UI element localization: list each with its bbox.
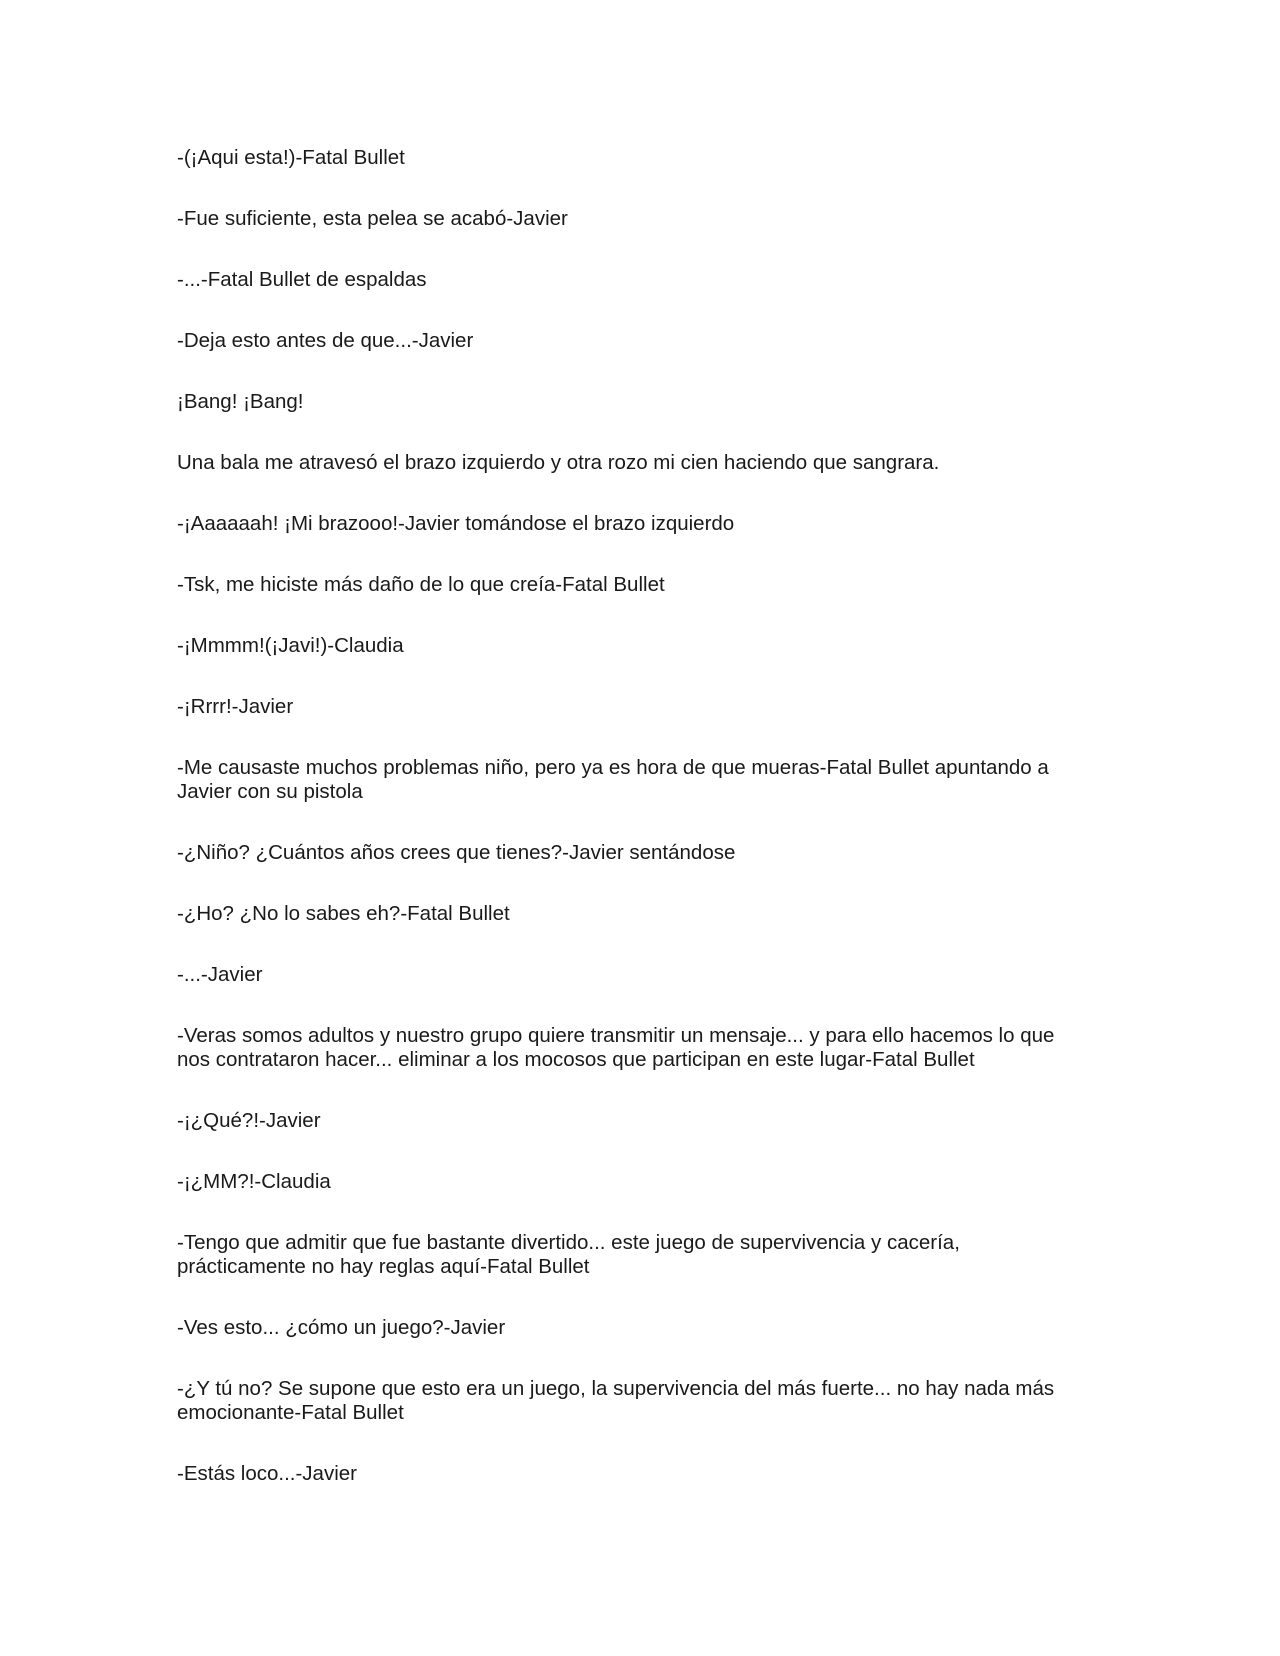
paragraph: -Tsk, me hiciste más daño de lo que creía-Fatal Bullet	[177, 573, 665, 596]
paragraph: -¡¿Qué?!-Javier	[177, 1109, 321, 1132]
paragraph: -Veras somos adultos y nuestro grupo quiere transmitir un mensaje... y para ello hacemos lo que nos contrataron hacer... eliminar a los mocosos que participan en este lugar-Fatal Bullet	[177, 1024, 1055, 1071]
document-body	[177, 146, 1092, 1523]
paragraph: -Estás loco...-Javier	[177, 1462, 357, 1485]
paragraph: -¡Rrrr!-Javier	[177, 695, 294, 718]
paragraph: -Tengo que admitir que fue bastante divertido... este juego de supervivencia y cacería, prácticamente no hay reglas aquí-Fatal Bullet	[177, 1231, 960, 1278]
paragraph: -Fue suficiente, esta pelea se acabó-Javier	[177, 207, 568, 230]
paragraph: ¡Bang! ¡Bang!	[177, 390, 304, 413]
paragraph: -¡¿MM?!-Claudia	[177, 1170, 331, 1193]
paragraph: -(¡Aqui esta!)-Fatal Bullet	[177, 146, 405, 169]
paragraph: -Me causaste muchos problemas niño, pero ya es hora de que mueras-Fatal Bullet apuntando a Javier con su pistola	[177, 756, 1049, 803]
paragraph: -...-Javier	[177, 963, 263, 986]
paragraph: -Ves esto... ¿cómo un juego?-Javier	[177, 1316, 506, 1339]
paragraph: -...-Fatal Bullet de espaldas	[177, 268, 427, 291]
paragraph: -¿Niño? ¿Cuántos años crees que tienes?-Javier sentándose	[177, 841, 736, 864]
paragraph: -Deja esto antes de que...-Javier	[177, 329, 474, 352]
paragraph: -¡Mmmm!(¡Javi!)-Claudia	[177, 634, 404, 657]
paragraph: -¿Y tú no? Se supone que esto era un juego, la supervivencia del más fuerte... no hay nada más emocionante-Fatal Bullet	[177, 1377, 1055, 1424]
paragraph: -¡Aaaaaah! ¡Mi brazooo!-Javier tomándose el brazo izquierdo	[177, 512, 735, 535]
paragraph: -¿Ho? ¿No lo sabes eh?-Fatal Bullet	[177, 902, 510, 925]
paragraph: Una bala me atravesó el brazo izquierdo y otra rozo mi cien haciendo que sangrara.	[177, 451, 940, 474]
